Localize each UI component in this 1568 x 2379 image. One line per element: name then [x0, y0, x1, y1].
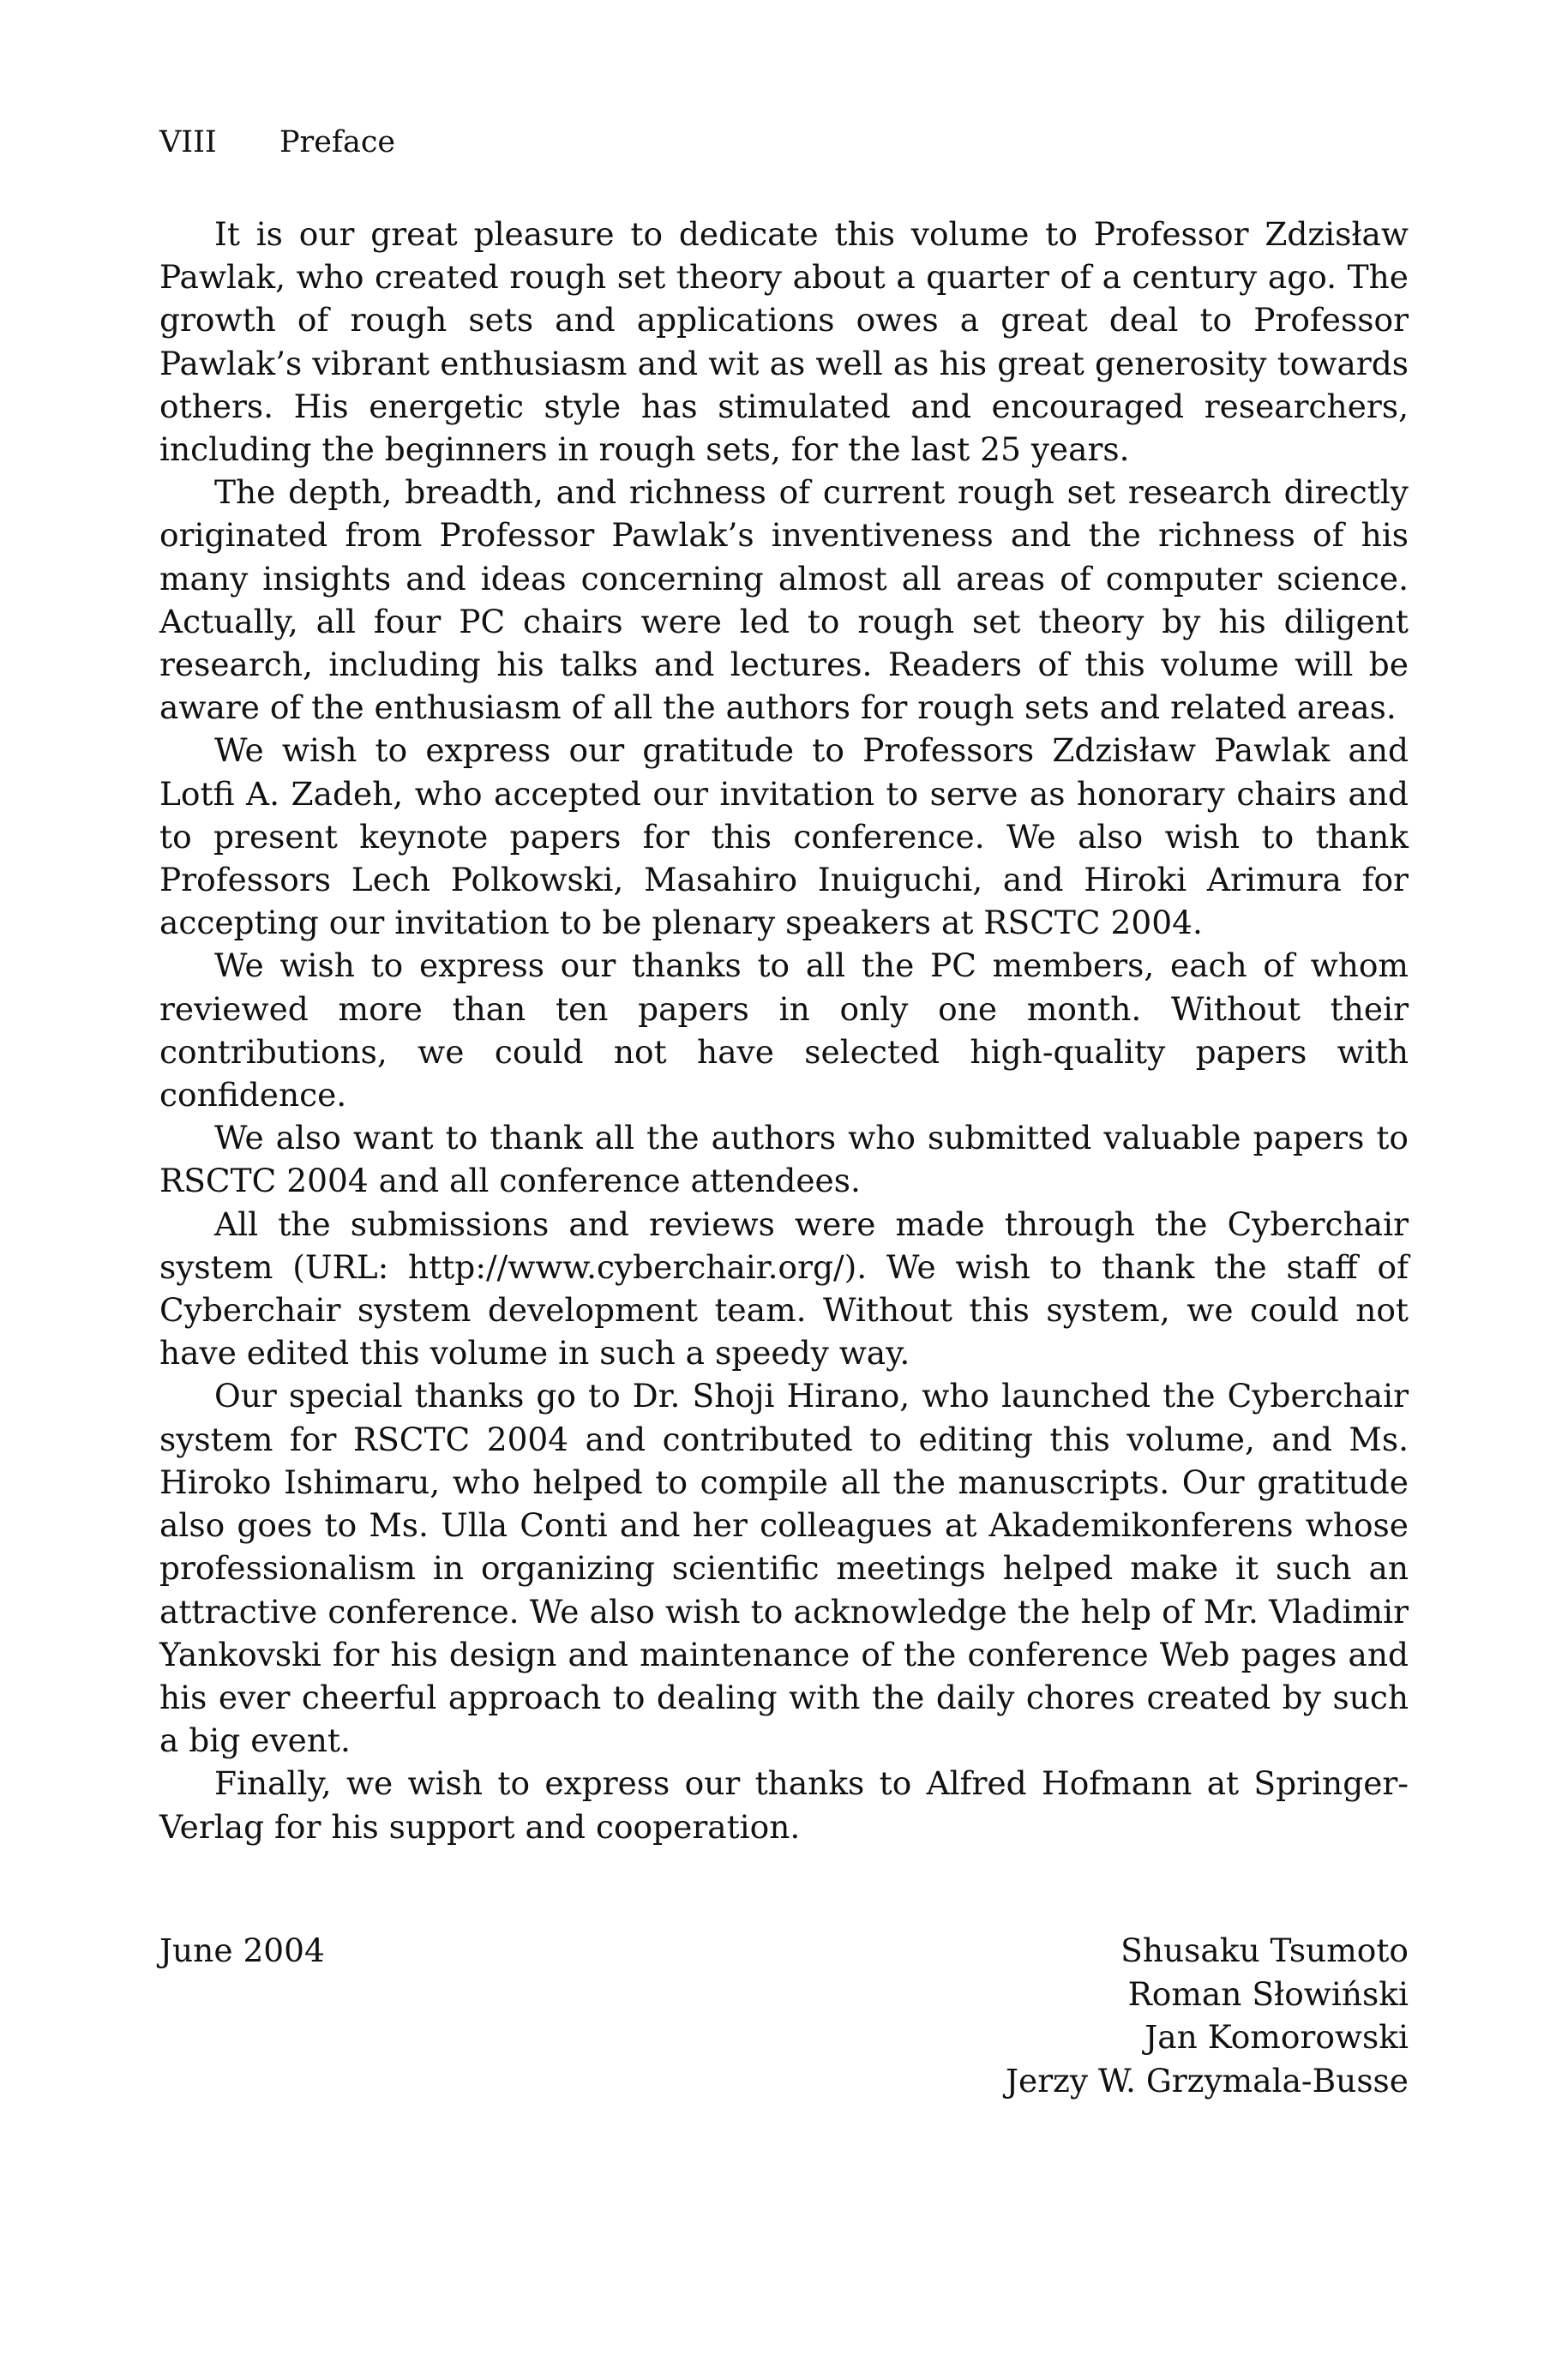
section-title: Preface: [279, 125, 396, 159]
paragraph-publisher: Finally, we wish to express our thanks to Alfred Hofmann at Springer-Verlag for his support and cooperation.: [159, 1764, 1409, 1846]
signatory: Jerzy W. Grzymala-Busse: [1006, 2061, 1409, 2100]
paragraph-cyberchair: All the submissions and reviews were made through the Cyberchair system (URL: http://www.cyberchair.org/). We wish to thank the staff of Cyberchair system development team. Without this system, we could not have edited this volume in such a speedy way.: [159, 1205, 1409, 1373]
page-number: VIII: [159, 125, 217, 159]
signatory: Roman Słowiński: [1127, 1974, 1409, 2013]
paragraph-special-thanks: Our special thanks go to Dr. Shoji Hirano, who launched the Cyberchair system for RSCTC 2004 and contributed to editing this volume, and Ms. Hiroko Ishimaru, who helped to compile all the manuscripts. Our gratitude also goes to Ms. Ulla Conti and her colleagues at Akademikonferens whose professionalism in organizing scientific meetings helped make it such an attractive conference. We also wish to acknowledge the help of Mr. Vladimir Yankovski for his design and maintenance of the conference Web pages and his ever cheerful approach to dealing with the daily chores created by such a big event.: [159, 1377, 1409, 1760]
signatory: Jan Komorowski: [1144, 2018, 1409, 2056]
paragraph-research-origins: The depth, breadth, and richness of current rough set research directly originated from Professor Pawlak’s inventiveness and the richness of his many insights and ideas concerning almost all areas of computer science. Actually, all four PC chairs were led to rough set theory by his diligent research, including his talks and lectures. Readers of this volume will be aware of the enthusiasm of all the authors for rough sets and related areas.: [159, 473, 1409, 727]
paragraph-dedication: It is our great pleasure to dedicate this volume to Professor Zdzisław Pawlak, who created rough set theory about a quarter of a century ago. The growth of rough sets and applications owes a great deal to Professor Pawlak’s vibrant enthusiasm and wit as well as his great generosity towards others. His energetic style has stimulated and encouraged researchers, including the beginners in rough sets, for the last 25 years.: [159, 215, 1409, 469]
running-head: [159, 125, 395, 159]
preface-body: [159, 213, 1409, 1848]
signatories: [1006, 1929, 1409, 2102]
paragraph-pc-members: We wish to express our thanks to all the PC members, each of whom reviewed more than ten papers in only one month. Without their contributions, we could not have selected high-quality papers with confidence.: [159, 946, 1409, 1114]
paragraph-authors: We also want to thank all the authors who submitted valuable papers to RSCTC 2004 and all conference attendees.: [159, 1119, 1409, 1200]
signatory: Shusaku Tsumoto: [1120, 1931, 1409, 1969]
paragraph-honorary-chairs: We wish to express our gratitude to Professors Zdzisław Pawlak and Lotfi A. Zadeh, who accepted our invitation to serve as honorary chairs and to present keynote papers for this conference. We also wish to thank Professors Lech Polkowski, Masahiro Inuiguchi, and Hiroki Arimura for accepting our invitation to be plenary speakers at RSCTC 2004.: [159, 731, 1409, 942]
closing-date: June 2004: [159, 1931, 325, 1969]
